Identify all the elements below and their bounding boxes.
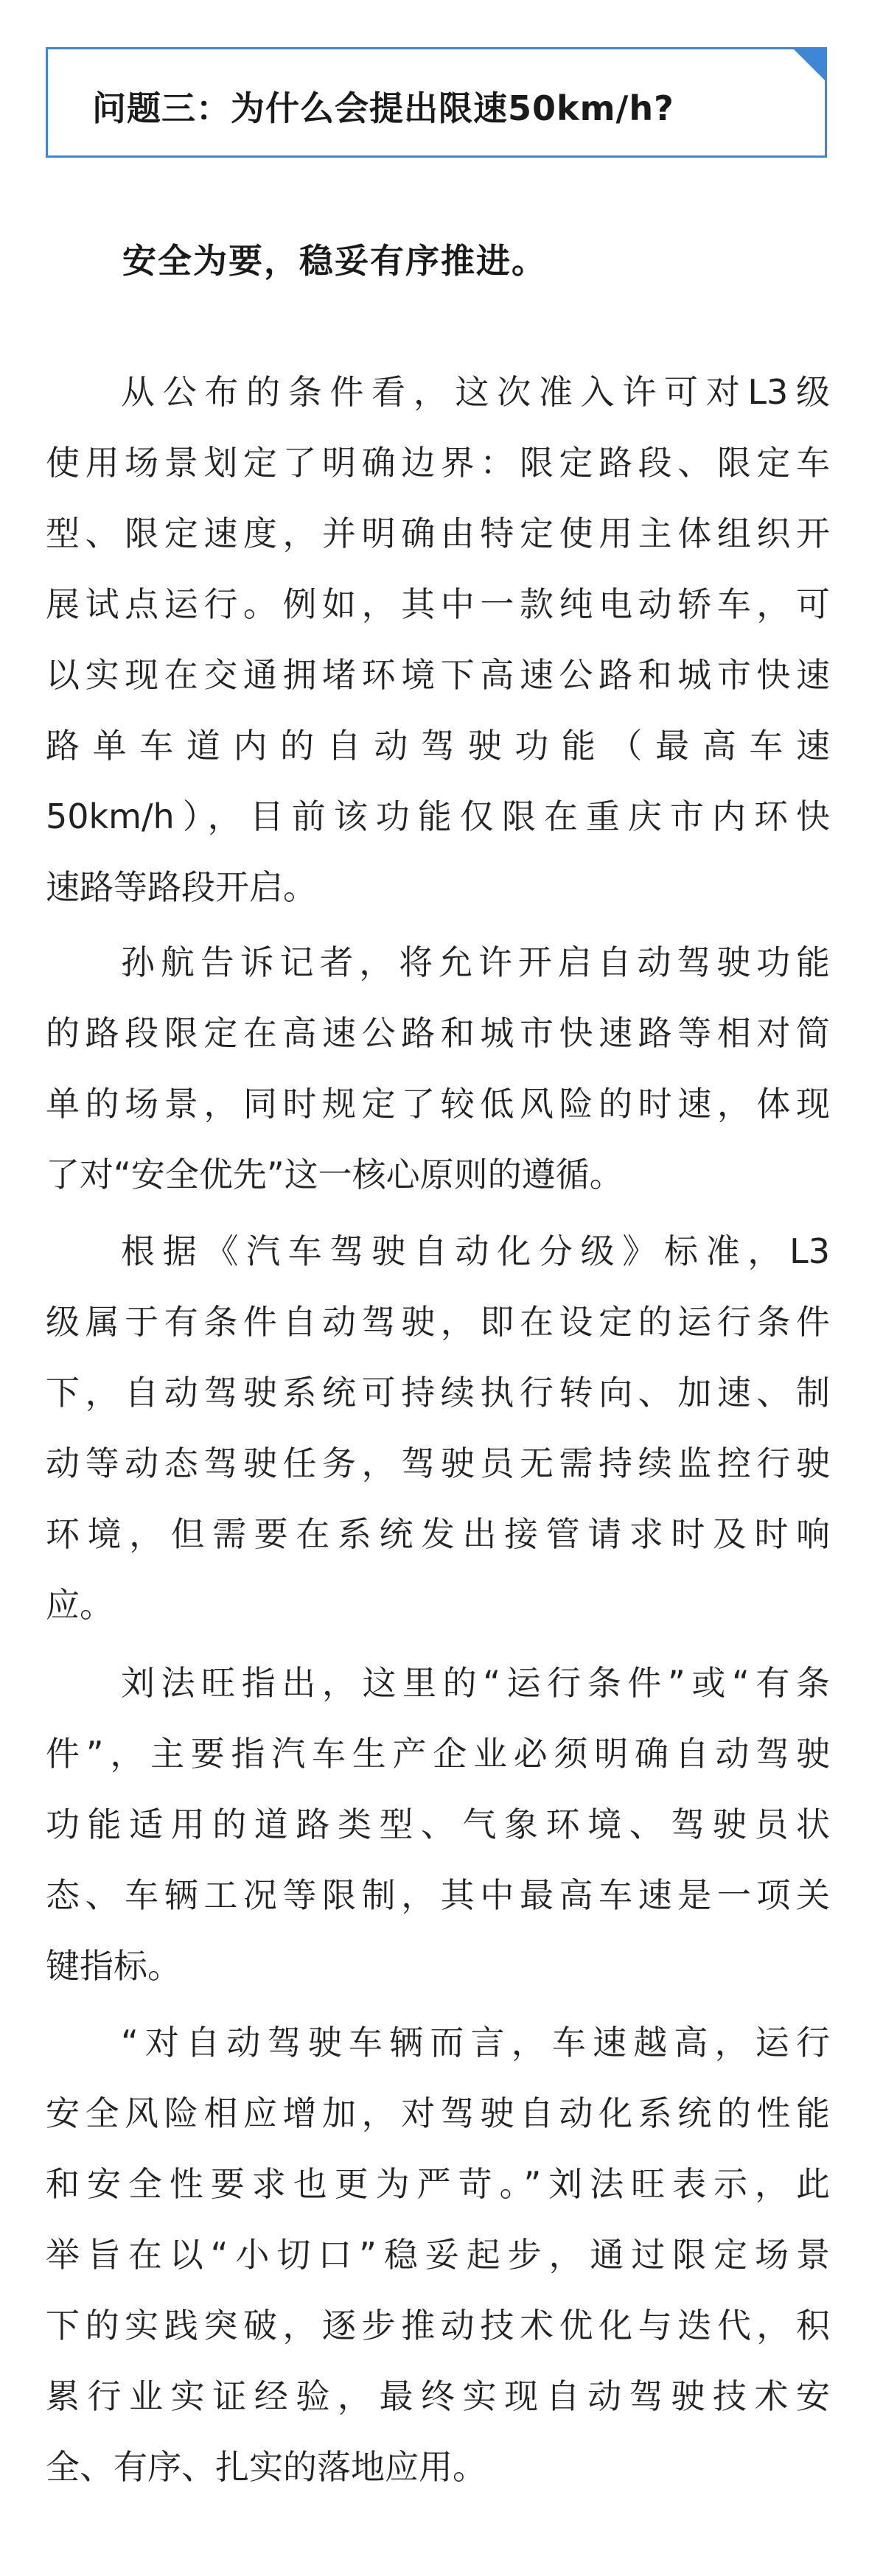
paragraph-line: 型、限定速度，并明确由特定使用主体组织开 [46, 514, 830, 553]
paragraph-line: 态、车辆工况等限制，其中最高车速是一项关 [46, 1875, 830, 1915]
paragraph-line: 功能适用的道路类型、气象环境、驾驶员状 [46, 1805, 830, 1844]
paragraph-line: 以实现在交通拥堵环境下高速公路和城市快速 [46, 655, 830, 695]
paragraph-line: 单的场景，同时规定了较低风险的时速，体现 [46, 1084, 830, 1124]
paragraph-line: 下，自动驾驶系统可持续执行转向、加速、制 [46, 1373, 830, 1413]
paragraph-5 [46, 2007, 830, 2502]
question-box [46, 47, 827, 158]
paragraph-2 [46, 927, 830, 1210]
paragraph-line: 速路等路段开启。 [46, 867, 317, 907]
paragraph-line: 50km/h），目前该功能仅限在重庆市内环快 [46, 797, 830, 836]
paragraph-line: 级属于有条件自动驾驶，即在设定的运行条件 [46, 1302, 830, 1342]
corner-triangle-decoration [792, 47, 827, 83]
paragraph-line: 全、有序、扎实的落地应用。 [46, 2447, 486, 2487]
paragraph-line: 下的实践突破，逐步推动技术优化与迭代，积 [46, 2306, 830, 2345]
paragraph-line: 根据《汽车驾驶自动化分级》标准，L3 [121, 1231, 830, 1271]
question-title: 问题三：为什么会提出限速50km/h? [92, 88, 674, 128]
paragraph-line: 件”，主要指汽车生产企业必须明确自动驾驶 [46, 1734, 830, 1774]
paragraph-line: 的路段限定在高速公路和城市快速路等相对简 [46, 1013, 830, 1053]
paragraph-line: 应。 [46, 1585, 114, 1625]
paragraph-3 [46, 1216, 830, 1640]
paragraph-line: 动等动态驾驶任务，驾驶员无需持续监控行驶 [46, 1443, 830, 1483]
paragraph-line: 从公布的条件看，这次准入许可对L3级 [121, 372, 830, 412]
paragraph-line: 刘法旺指出，这里的“运行条件”或“有条 [121, 1663, 830, 1703]
lead-statement: 安全为要，稳妥有序推进。 [122, 241, 547, 281]
paragraph-line: 展试点运行。例如，其中一款纯电动轿车，可 [46, 584, 830, 624]
paragraph-line: 和安全性要求也更为严苛。”刘法旺表示，此 [46, 2164, 830, 2204]
paragraph-line: 环境，但需要在系统发出接管请求时及时响 [46, 1514, 830, 1554]
paragraph-line: 举旨在以“小切口”稳妥起步，通过限定场景 [46, 2235, 830, 2275]
paragraph-line: 孙航告诉记者，将允许开启自动驾驶功能 [121, 942, 830, 982]
paragraph-line: “对自动驾驶车辆而言，车速越高，运行 [121, 2023, 830, 2062]
paragraph-line: 累行业实证经验，最终实现自动驾驶技术安 [46, 2376, 830, 2416]
paragraph-line: 路单车道内的自动驾驶功能（最高车速 [46, 726, 830, 766]
paragraph-4 [46, 1648, 830, 2001]
paragraph-1 [46, 357, 830, 923]
paragraph-line: 了对“安全优先”这一核心原则的遵循。 [46, 1155, 624, 1194]
paragraph-line: 使用场景划定了明确边界：限定路段、限定车 [46, 443, 830, 483]
paragraph-line: 安全风险相应增加，对驾驶自动化系统的性能 [46, 2093, 830, 2133]
paragraph-line: 键指标。 [46, 1946, 181, 1986]
